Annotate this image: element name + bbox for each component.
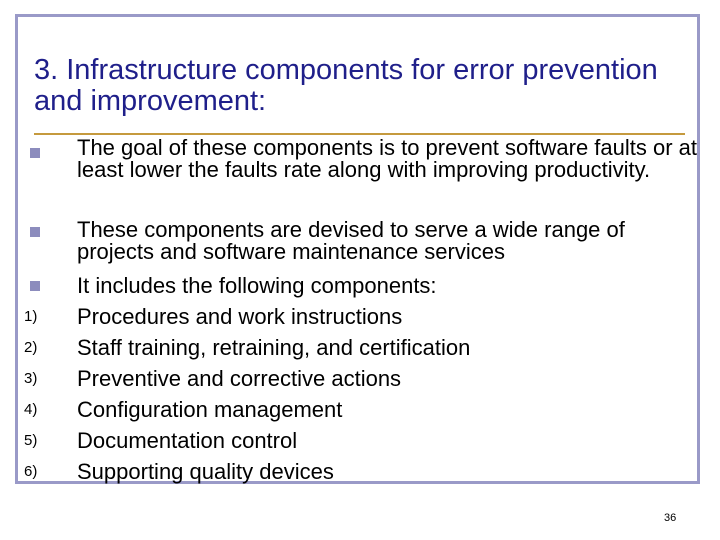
bullet-square-icon xyxy=(20,270,60,291)
list-item-text: It includes the following components: xyxy=(77,273,437,298)
list-item-text: Preventive and corrective actions xyxy=(77,366,402,391)
list-number: 3) xyxy=(24,370,38,387)
list-number: 4) xyxy=(24,401,38,418)
list-item-text: Documentation control xyxy=(77,428,298,453)
bullet-square-icon xyxy=(20,216,60,237)
list-item-text: These components are devised to serve a wide range of projects and software maintenance services xyxy=(77,217,625,264)
list-item-text: The goal of these components is to prevent software faults or at least lower the faults rate along with improving productivity. xyxy=(77,135,698,182)
page-number: 36 xyxy=(664,512,677,524)
list-item-text: Staff training, retraining, and certification xyxy=(77,335,471,360)
list-number: 6) xyxy=(24,463,38,480)
bullet-square-icon xyxy=(20,137,60,158)
list-item-text: Procedures and work instructions xyxy=(77,304,403,329)
list-number: 2) xyxy=(24,339,38,356)
list-item-text: Configuration management xyxy=(77,397,343,422)
slide-title: 3. Infrastructure components for error prevention and improvement: xyxy=(34,54,658,117)
list-number: 5) xyxy=(24,432,38,449)
list-item-text: Supporting quality devices xyxy=(77,459,334,484)
list-number: 1) xyxy=(24,308,38,325)
